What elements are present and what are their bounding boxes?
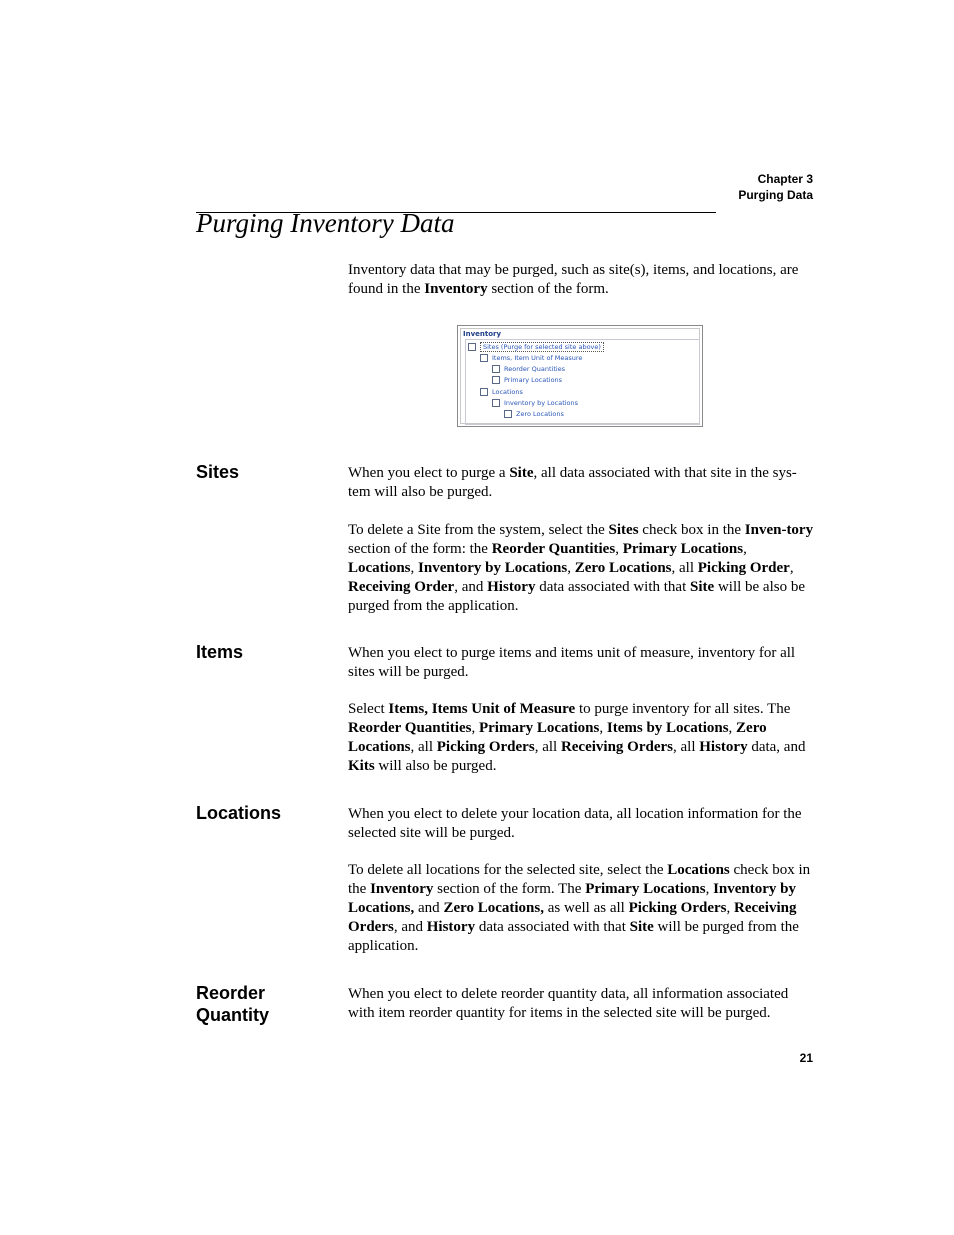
primary-locations-option[interactable]: Primary Locations (492, 375, 562, 385)
figure-title: Inventory (463, 330, 502, 338)
sites-paragraph-2: To delete a Site from the system, select the Sites check box in the Inven-tory section of the form: the Reorder Quantities, Primary Locations, Locations, Inventory by Locations, Zero Locations, all Picking Order, Receiving Order, and History data associated with that Site will be also be purged from the application. (348, 522, 814, 614)
items-heading: Items (196, 642, 244, 662)
reorder-quantity-heading (196, 982, 326, 1026)
checkbox-icon[interactable] (468, 343, 476, 351)
inventory-checkbox-group (465, 339, 700, 425)
locations-paragraph-1: When you elect to delete your location data, all location information for the selected site will be purged. (348, 806, 802, 841)
checkbox-icon[interactable] (492, 399, 500, 407)
checkbox-icon[interactable] (504, 410, 512, 418)
running-header-chapter: Chapter 3 (757, 172, 813, 186)
zero-locations-option[interactable]: Zero Locations (504, 409, 564, 419)
inventory-figure (457, 325, 703, 427)
locations-option[interactable]: Locations (480, 387, 523, 397)
locations-paragraph-2: To delete all locations for the selected site, select the Locations check box in the Inventory section of the form. The Primary Locations, Inventory by Locations, and Zero Locations, as well as all Picking Orders, Receiving Orders, and History data associated with that Site will be purged from the application. (348, 862, 811, 954)
checkbox-icon[interactable] (480, 354, 488, 362)
inventory-by-locations-option[interactable]: Inventory by Locations (492, 398, 578, 408)
reorder-heading-line-2: Quantity (196, 1005, 270, 1025)
page-title: Purging Inventory Data (196, 208, 455, 238)
sites-paragraph-1: When you elect to purge a Site, all data associated with that site in the sys-tem will also be purged. (348, 465, 797, 500)
sites-heading: Sites (196, 462, 240, 482)
intro-paragraph: Inventory data that may be purged, such as site(s), items, and locations, are found in the Inventory section of the form. (348, 262, 799, 297)
checkbox-icon[interactable] (492, 376, 500, 384)
running-header-title: Purging Data (738, 188, 813, 202)
reorder-heading-line-1: Reorder (196, 983, 266, 1003)
checkbox-icon[interactable] (492, 365, 500, 373)
locations-heading: Locations (196, 803, 282, 823)
items-paragraph-2: Select Items, Items Unit of Measure to purge inventory for all sites. The Reorder Quantities, Primary Locations, Items by Locations, Zero Locations, all Picking Orders, all Receiving Orders, all History data, and Kits will also be purged. (348, 701, 806, 774)
checkbox-icon[interactable] (480, 388, 488, 396)
reorder-paragraph-1: When you elect to delete reorder quantity data, all information associated with item reorder quantity for items in the selected site will be purged. (348, 986, 789, 1021)
page-number: 21 (799, 1051, 813, 1065)
items-option[interactable]: Items, Item Unit of Measure (480, 353, 582, 363)
items-paragraph-1: When you elect to purge items and items unit of measure, inventory for all sites will be purged. (348, 645, 796, 680)
reorder-quantities-option[interactable]: Reorder Quantities (492, 364, 565, 374)
figure-frame (460, 328, 700, 424)
sites-option[interactable]: Sites (Purge for selected site above) (468, 342, 604, 352)
